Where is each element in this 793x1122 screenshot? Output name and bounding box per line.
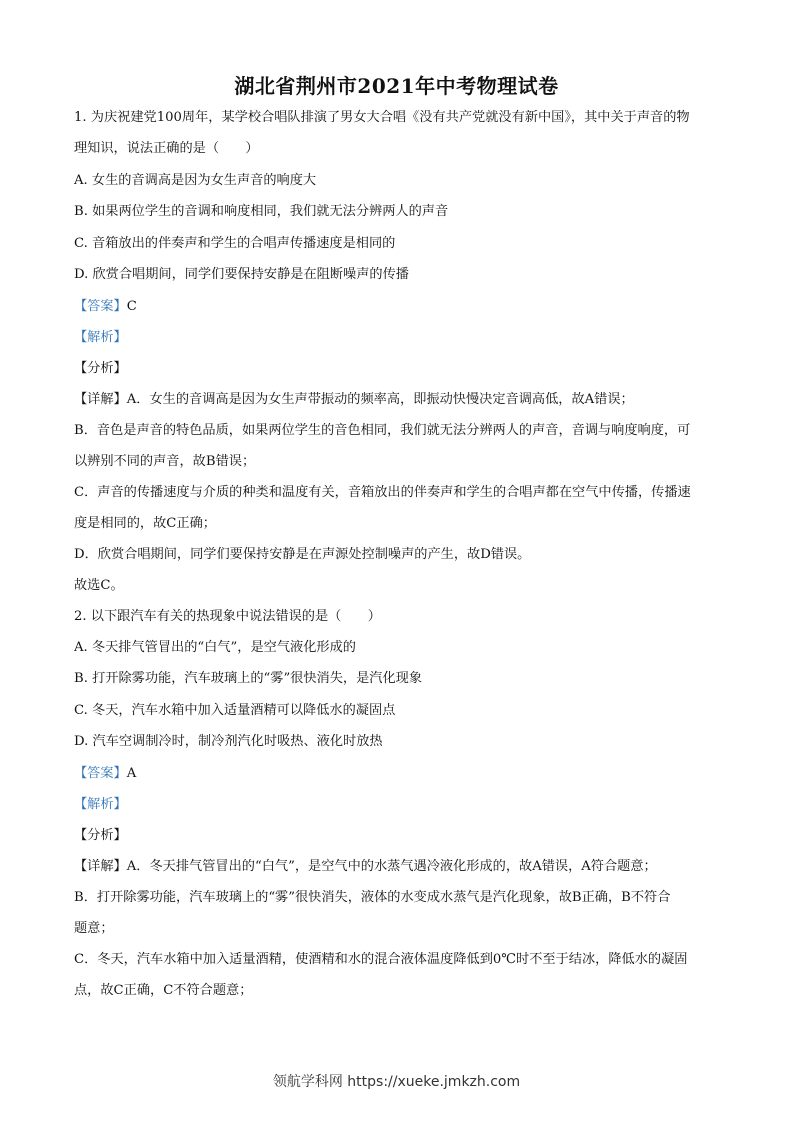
q1-detail-line-5: 度是相同的，故C正确； <box>74 516 216 531</box>
q2-analysis-label: 【解析】 <box>74 797 127 812</box>
q1-fenxi-label: 【分析】 <box>74 361 127 376</box>
detail-text: A．冬天排气管冒出的“白气”，是空气中的水蒸气遇冷液化形成的，故A错误，A符合题意； <box>126 859 657 874</box>
page-footer-watermark: 领航学科网 https://xueke.jmkzh.com <box>272 1074 521 1090</box>
answer-value: C <box>126 299 137 314</box>
q1-option-a: A. 女生的音调高是因为女生声音的响度大 <box>74 173 317 188</box>
answer-label: 【答案】 <box>74 766 127 781</box>
q2-detail-line-2: B．打开除雾功能，汽车玻璃上的“雾”很快消失，液体的水变成水蒸气是汽化现象，故B正确，B不符合 <box>74 890 671 905</box>
q2-option-a: A. 冬天排气管冒出的“白气”，是空气液化形成的 <box>74 640 356 655</box>
q1-option-c: C. 音箱放出的伴奏声和学生的合唱声传播速度是相同的 <box>74 236 396 251</box>
page-title: 湖北省荆州市2021年中考物理试卷 <box>234 74 559 98</box>
q2-answer <box>74 764 724 784</box>
q2-detail-line-5: 点，故C正确，C不符合题意； <box>74 983 253 998</box>
q2-detail-line-3: 题意； <box>74 921 114 936</box>
q2-option-c: C. 冬天，汽车水箱中加入适量酒精可以降低水的凝固点 <box>74 703 396 718</box>
q1-option-d: D. 欣赏合唱期间，同学们要保持安静是在阻断噪声的传播 <box>74 267 409 282</box>
q2-stem-line-1: 2. 以下跟汽车有关的热现象中说法错误的是（ ） <box>74 609 381 624</box>
q1-stem-line-2: 理知识，说法正确的是（ ） <box>74 141 259 156</box>
q1-detail-line-6: D．欣赏合唱期间，同学们要保持安静是在声源处控制噪声的产生，故D错误。 <box>74 547 531 562</box>
q1-detail-line-2: B．音色是声音的特色品质，如果两位学生的音色相同，我们就无法分辨两人的声音，音调与响度响度，可 <box>74 423 691 438</box>
detail-text: A．女生的音调高是因为女生声带振动的频率高，即振动快慢决定音调高低，故A错误； <box>126 392 634 407</box>
q2-fenxi-label: 【分析】 <box>74 828 127 843</box>
q2-option-d: D. 汽车空调制冷时，制冷剂汽化时吸热、液化时放热 <box>74 734 383 749</box>
q2-detail-line-4: C．冬天，汽车水箱中加入适量酒精，使酒精和水的混合液体温度降低到0℃时不至于结冰，降低水的凝固 <box>74 952 688 967</box>
q1-analysis-label: 【解析】 <box>74 330 127 345</box>
detail-label: 【详解】 <box>74 859 127 874</box>
q1-detail-line-3: 以辨别不同的声音，故B错误； <box>74 454 256 469</box>
q2-detail-line-1 <box>74 857 724 877</box>
q1-conclusion: 故选C。 <box>74 578 124 593</box>
q1-stem-line-1: 1. 为庆祝建党100周年，某学校合唱队排演了男女大合唱《没有共产党就没有新中国》，其中关于声音的物 <box>74 110 690 125</box>
q1-detail-line-4: C．声音的传播速度与介质的种类和温度有关，音箱放出的伴奏声和学生的合唱声都在空气中传播，传播速 <box>74 485 691 500</box>
q1-answer <box>74 297 724 317</box>
detail-label: 【详解】 <box>74 392 127 407</box>
q1-option-b: B. 如果两位学生的音调和响度相同，我们就无法分辨两人的声音 <box>74 204 449 219</box>
answer-label: 【答案】 <box>74 299 127 314</box>
answer-value: A <box>126 766 137 781</box>
q2-option-b: B. 打开除雾功能，汽车玻璃上的“雾”很快消失，是汽化现象 <box>74 671 423 686</box>
q1-detail-line-1 <box>74 390 724 410</box>
